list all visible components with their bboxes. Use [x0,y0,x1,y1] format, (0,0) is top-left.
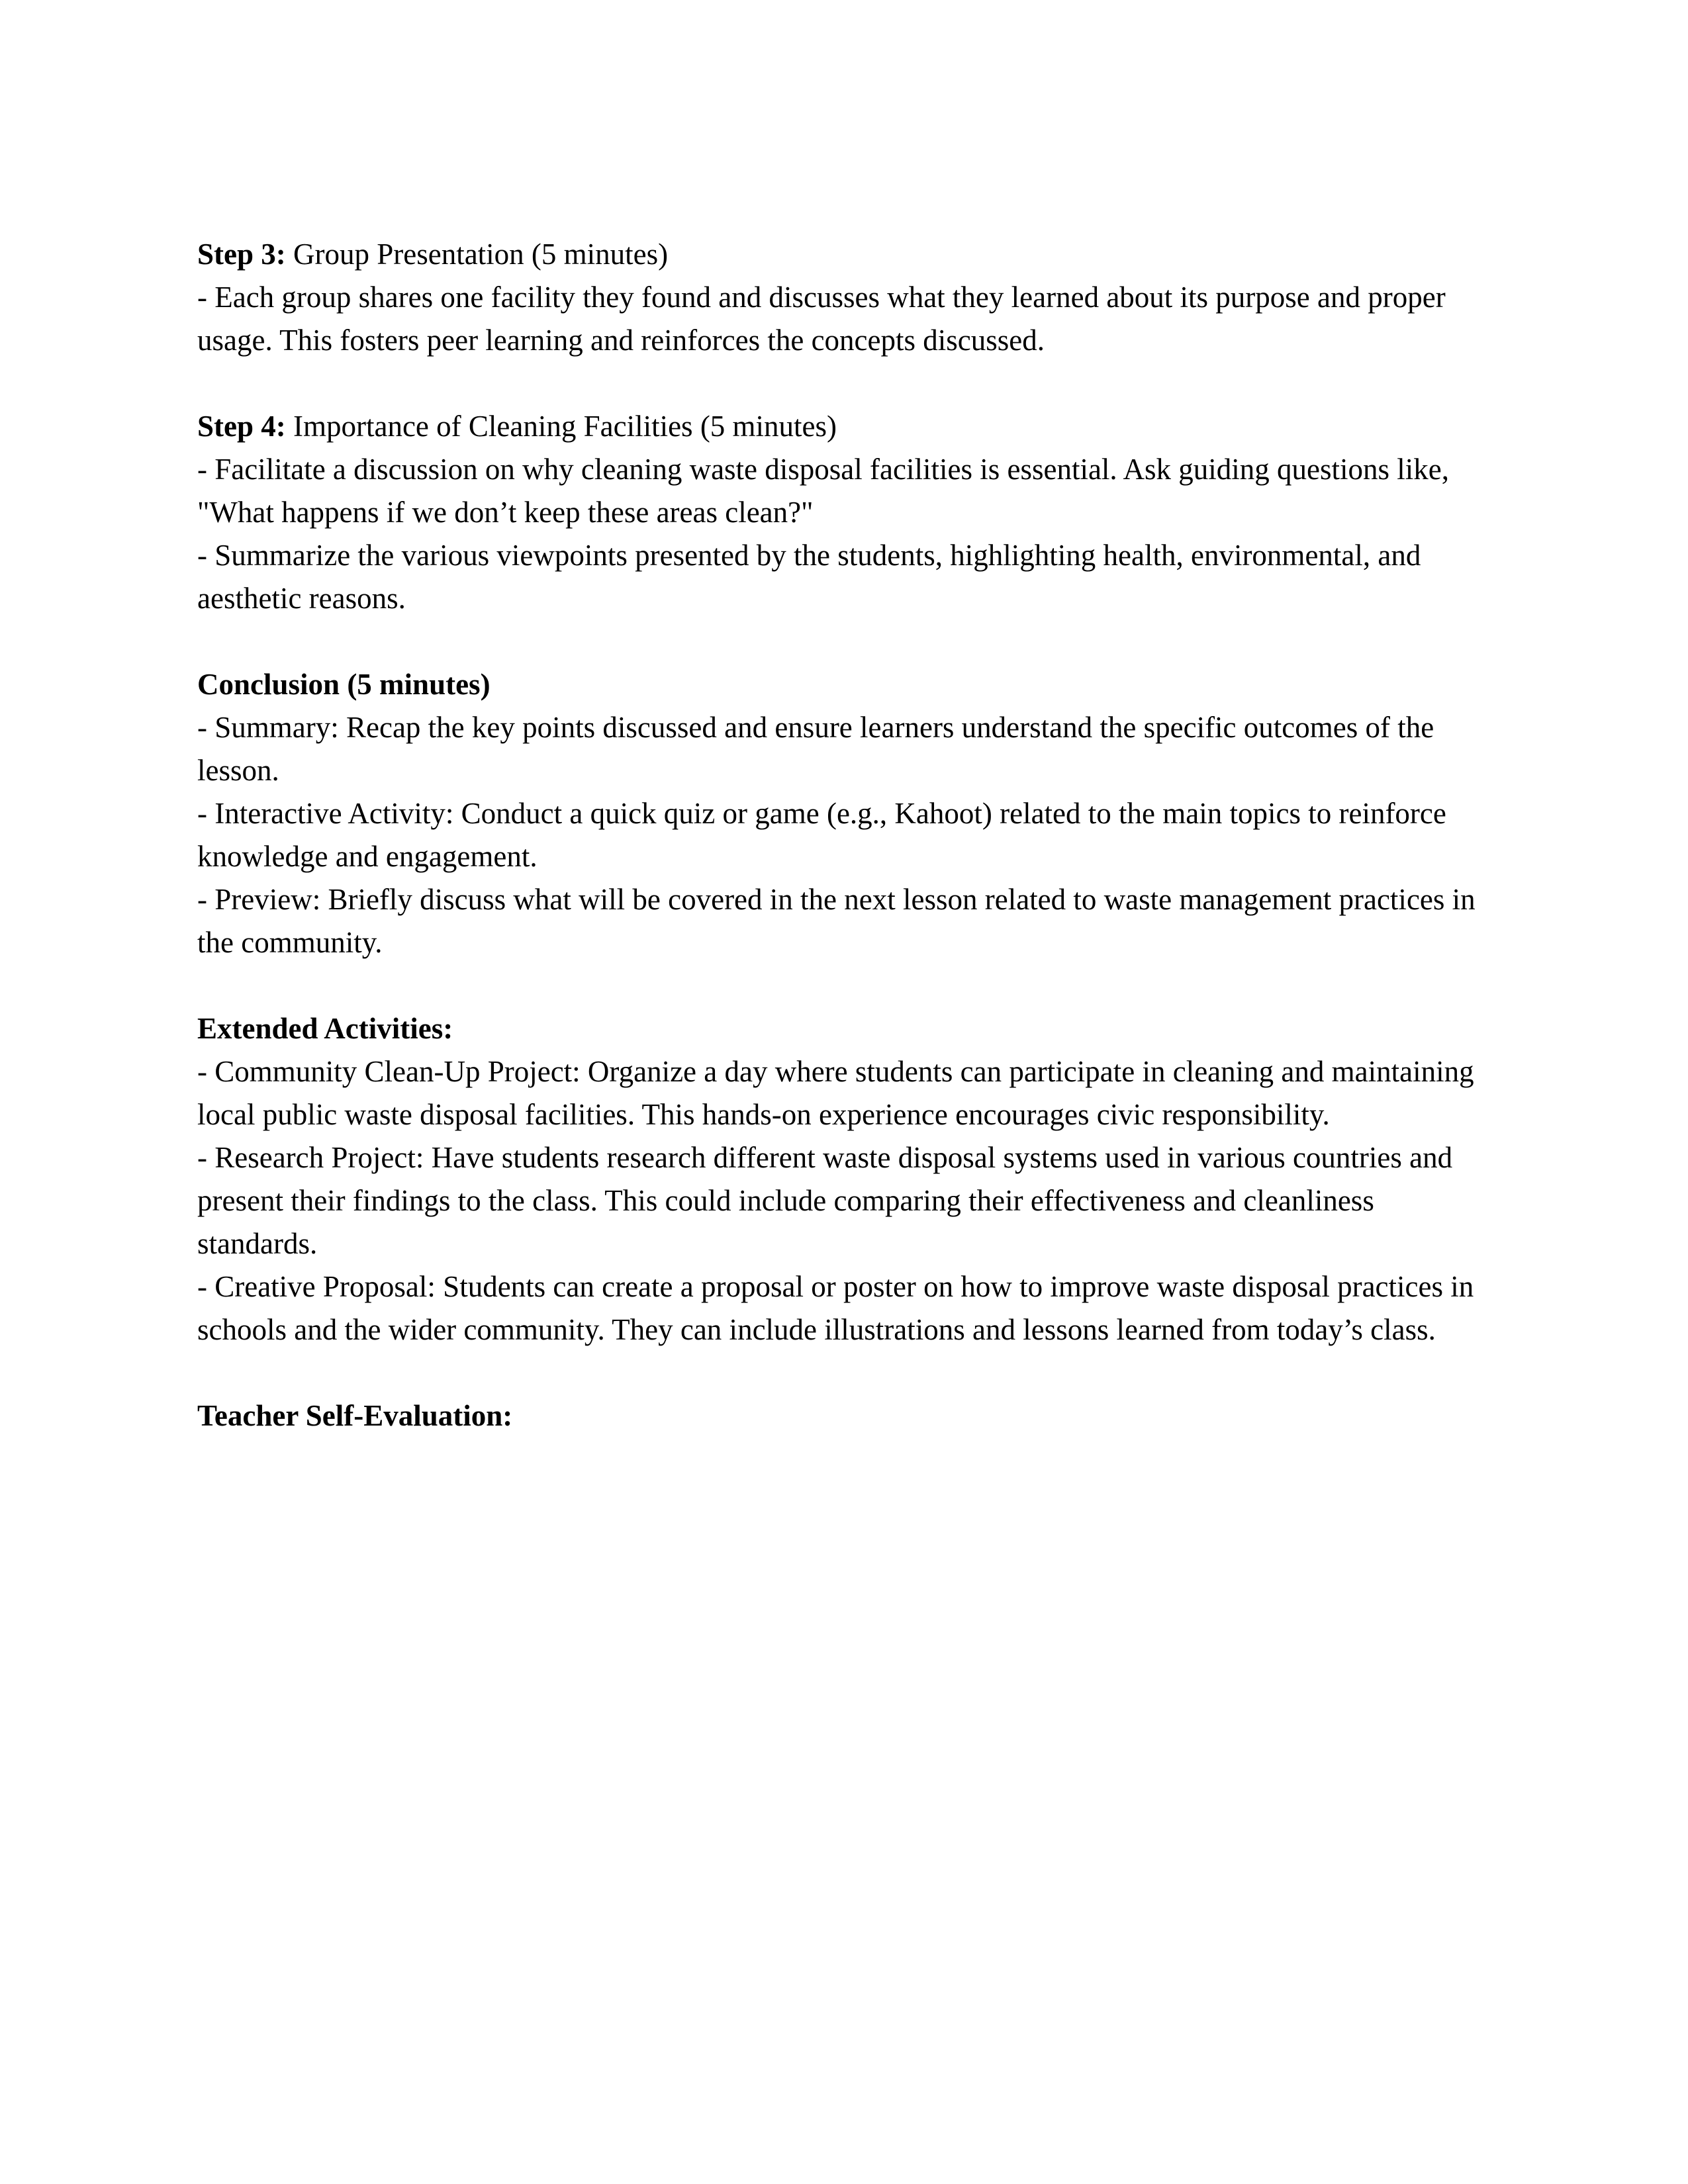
section-conclusion [197,663,1489,964]
section-heading [197,1394,1489,1437]
section-heading-bold: Step 3: [197,238,286,271]
section-step-4 [197,405,1489,620]
section-teacher-self-evaluation [197,1394,1489,1437]
section-heading-rest: Importance of Cleaning Facilities (5 minutes) [285,410,837,443]
section-item: - Community Clean-Up Project: Organize a day where students can participate in cleaning and maintaining local public waste disposal facilities. This hands-on experience encourages civic responsibility. [197,1055,1474,1131]
section-item: - Facilitate a discussion on why cleaning waste disposal facilities is essential. Ask guiding questions like, "What happens if we don’t keep these areas clean?" [197,453,1449,529]
document-content [197,233,1489,1480]
section-heading [197,663,1489,706]
section-heading-bold: Teacher Self-Evaluation: [197,1399,513,1432]
section-item: - Interactive Activity: Conduct a quick quiz or game (e.g., Kahoot) related to the main topics to reinforce knowledge and engagement. [197,797,1446,873]
section-item: - Creative Proposal: Students can create a proposal or poster on how to improve waste disposal practices in schools and the wider community. They can include illustrations and lessons learned from today’s class. [197,1270,1474,1346]
section-item: - Each group shares one facility they found and discusses what they learned about its purpose and proper usage. This fosters peer learning and reinforces the concepts discussed. [197,281,1446,357]
section-item: - Summarize the various viewpoints presented by the students, highlighting health, environmental, and aesthetic reasons. [197,539,1421,615]
section-extended-activities [197,1007,1489,1351]
section-item: - Research Project: Have students research different waste disposal systems used in various countries and present their findings to the class. This could include comparing their effectiveness and cleanliness standards. [197,1141,1453,1260]
section-item: - Preview: Briefly discuss what will be covered in the next lesson related to waste management practices in the community. [197,883,1476,959]
section-heading [197,233,1489,276]
section-heading [197,1007,1489,1050]
section-step-3 [197,233,1489,362]
section-heading [197,405,1489,448]
section-heading-bold: Step 4: [197,410,286,443]
section-heading-bold: Conclusion (5 minutes) [197,668,491,701]
section-heading-rest: Group Presentation (5 minutes) [285,238,669,271]
section-item: - Summary: Recap the key points discussed and ensure learners understand the specific outcomes of the lesson. [197,711,1434,787]
section-heading-bold: Extended Activities: [197,1012,453,1045]
